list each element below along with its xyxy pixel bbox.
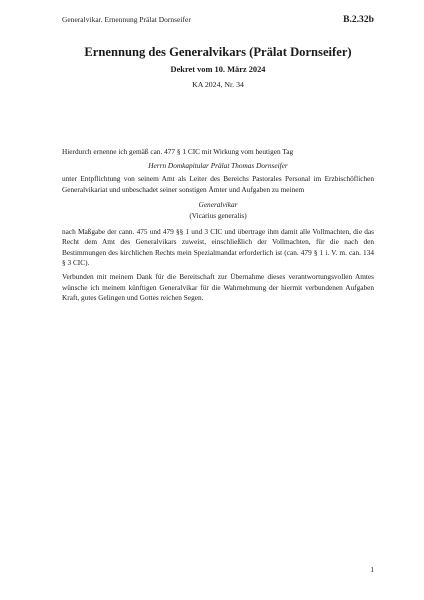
page-number: 1 (370, 565, 374, 574)
intro-paragraph: Hierdurch ernenne ich gemäß can. 477 § 1 CIC mit Wirkung vom heutigen Tag (62, 147, 294, 156)
document-body (62, 147, 374, 304)
office-title: Generalvikar (198, 200, 238, 210)
document-header (62, 45, 374, 90)
powers-paragraph: nach Maßgabe der cann. 475 und 479 §§ 1 und 3 CIC und übertrage ihm damit alle Vollmachten, die das Recht dem Amt des Generalvikars zuweist, einschließlich der Vollmachten, für die nach den Bestimmungen des kirchlichen Rechts mein Spezialmandat erforderlich ist (can. 479 § 1 i. V. m. can. 134 § 3 CIC). (62, 226, 374, 268)
document-code: B.2.32b (343, 14, 374, 25)
release-paragraph: unter Entpflichtung von seinem Amt als Leiter des Bereichs Pastorales Personal im Erzbischöflichen Generalvikariat und unbeschadet seiner sonstigen Ämter und Aufgaben zu meinem (62, 174, 374, 194)
running-head-title: Generalvikar. Ernennung Prälat Dornseifer (62, 15, 191, 24)
official-gazette-reference: KA 2024, Nr. 34 (192, 80, 244, 90)
document-title: Ernennung des Generalvikars (Prälat Dornseifer) (84, 45, 352, 59)
decree-date: Dekret vom 10. März 2024 (170, 65, 266, 75)
appointee-name: Herrn Domkapitular Prälat Thomas Dornseifer (148, 160, 288, 170)
closing-paragraph: Verbunden mit meinem Dank für die Bereitschaft zur Übernahme dieses verantwortungsvollen Amtes wünsche ich meinem künftigen Generalvikar für die Wahrnehmung der hiermit verbundenen Aufgaben Kraft, gutes Gelingen und Gottes reichen Segen. (62, 271, 374, 303)
office-title-latin: (Vicarius generalis) (189, 210, 247, 220)
running-head (62, 14, 374, 25)
